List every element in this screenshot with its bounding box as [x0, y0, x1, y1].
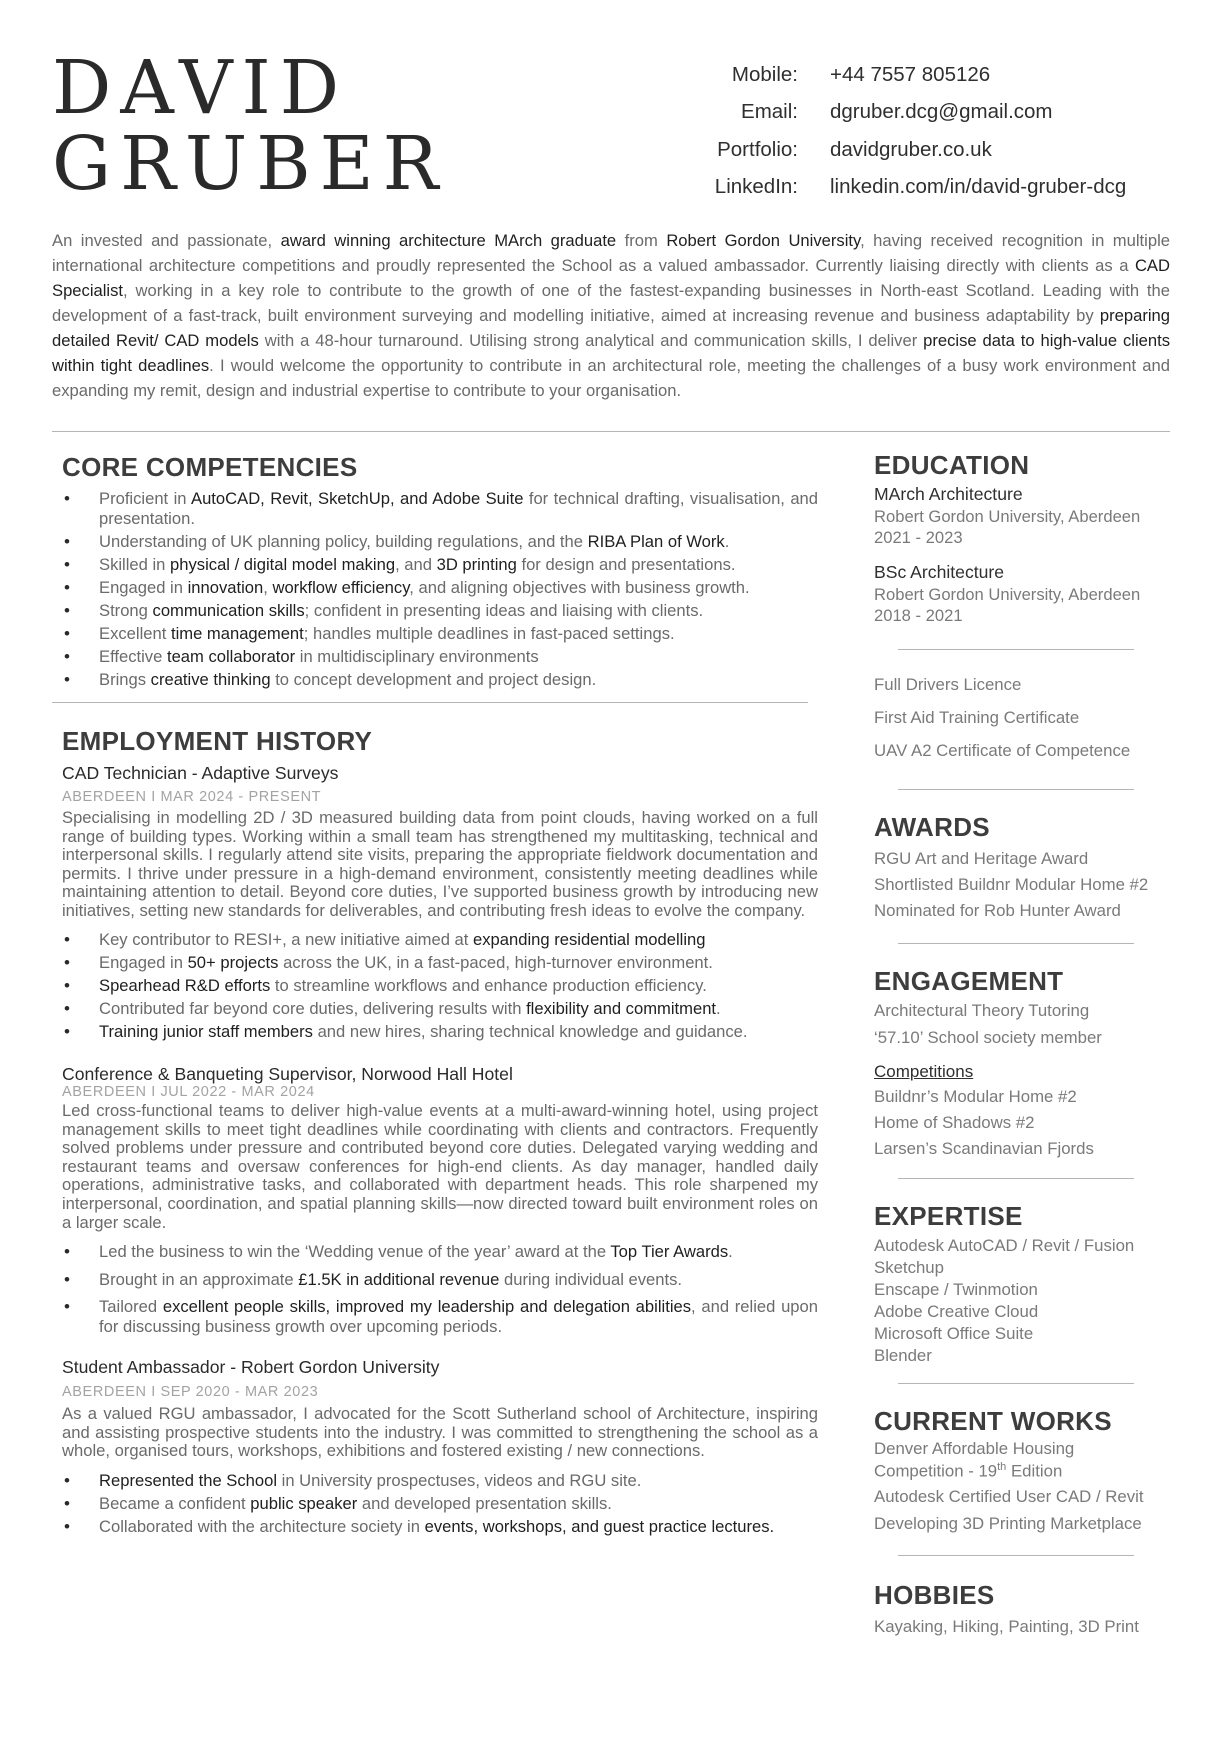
certificate-item: First Aid Training Certificate [874, 708, 1080, 727]
body-text: An invested and passionate, [52, 231, 281, 250]
competition-item: Buildnr’s Modular Home #2 [874, 1087, 1077, 1106]
education-entry [874, 561, 1190, 626]
work-text: Denver Affordable Housing Competition - 19 [874, 1439, 1075, 1481]
expertise-item: Autodesk AutoCAD / Revit / Fusion [874, 1236, 1135, 1255]
profile-summary [52, 228, 1170, 403]
certificate-item: UAV A2 Certificate of Competence [874, 741, 1131, 760]
job-bullets [62, 1471, 818, 1537]
competitions-list [874, 1084, 1190, 1162]
phone-number[interactable]: +44 7557 805126 [830, 62, 991, 86]
certificate-item: Full Drivers Licence [874, 675, 1022, 694]
highlight-text: Robert Gordon University [666, 231, 861, 250]
award-item: Nominated for Rob Hunter Award [874, 901, 1121, 920]
engagement-list [874, 997, 1190, 1051]
degree-title: MArch Architecture [874, 484, 1023, 504]
contact-label: Portfolio: [717, 137, 798, 161]
body-text: . [728, 1242, 733, 1262]
body-text: , and [395, 554, 437, 574]
linkedin-link[interactable]: linkedin.com/in/david-gruber-dcg [830, 175, 1127, 199]
job-bullets [62, 930, 818, 1042]
body-text: Brought in an approximate [99, 1269, 299, 1289]
list-item [62, 489, 818, 528]
highlight-text: creative thinking [150, 669, 271, 689]
job-description: Specialising in modelling 2D / 3D measured building data from point clouds, having worked on a full range of building types. Working within a small team has strengthened my multitasking, technical and interpersonal skills. I regularly attend site visits, preparing the appropriate fieldwork documentation and permits. I thrive under pressure in a high-demand environment, consistently meeting deadlines while maintaining attention to detail. Beyond core duties, I’ve supported business growth by introducing new initiatives, setting new standards for deliverables, and contributing fresh ideas to evolve the company. [62, 808, 818, 920]
section-title-expertise: EXPERTISE [874, 1201, 1023, 1231]
divider [898, 1383, 1134, 1384]
list-item [62, 555, 818, 575]
list-item [62, 1494, 818, 1514]
superscript: th [997, 1461, 1007, 1473]
body-text: and new hires, sharing technical knowledge and guidance. [312, 1021, 748, 1041]
body-text: , working in a key role to contribute to the growth of one of the fastest-expanding businesses in North-east Scotland. Leading with the development of a fast-track, built environment surveying and modelling initiative, aimed at increasing revenue and business adaptability by [52, 281, 1170, 325]
section-title-current-works: CURRENT WORKS [874, 1406, 1112, 1436]
job-title: Conference & Banqueting Supervisor, Norwood Hall Hotel [62, 1064, 513, 1085]
body-text: Understanding of UK planning policy, building regulations, and the [99, 531, 588, 551]
list-item [62, 578, 818, 598]
body-text: Effective [99, 646, 167, 666]
contact-label: LinkedIn: [714, 175, 798, 199]
section-title-employment-history: EMPLOYMENT HISTORY [62, 726, 373, 756]
body-text: Proficient in [99, 489, 192, 508]
hobbies-text: Kayaking, Hiking, Painting, 3D Print [874, 1616, 1139, 1636]
divider [898, 649, 1134, 650]
highlight-text: public speaker [250, 1494, 358, 1513]
divider [898, 1555, 1134, 1556]
highlight-text: Training junior staff members [99, 1021, 313, 1041]
divider [898, 789, 1134, 790]
job-entry [62, 1063, 818, 1336]
job-meta: ABERDEEN I JUL 2022 - MAR 2024 [62, 1084, 315, 1101]
highlight-text: preparing detailed Revit/ CAD models [52, 306, 1170, 350]
current-work-item: Autodesk Certified User CAD / Revit [874, 1486, 1144, 1506]
list-item [62, 601, 818, 621]
section-title-core-competencies: CORE COMPETENCIES [62, 452, 358, 482]
expertise-item: Blender [874, 1346, 932, 1365]
list-item [62, 953, 818, 973]
competition-item: Home of Shadows #2 [874, 1113, 1035, 1132]
body-text: Contributed far beyond core duties, delivering results with [99, 998, 527, 1018]
highlight-text: time management [170, 623, 304, 643]
degree-title: BSc Architecture [874, 562, 1005, 582]
email-link[interactable]: dgruber.dcg@gmail.com [830, 100, 1053, 124]
body-text: , and relied upon for discussing business growth over upcoming periods. [99, 1297, 818, 1336]
expertise-item: Enscape / Twinmotion [874, 1280, 1038, 1299]
body-text: . [716, 998, 721, 1018]
body-text: Skilled in [99, 554, 171, 574]
highlight-text: Represented the School [99, 1471, 278, 1490]
body-text: Became a confident [99, 1494, 251, 1513]
highlight-text: award winning architecture MArch graduate [280, 231, 617, 250]
portfolio-link[interactable]: davidgruber.co.uk [830, 137, 992, 161]
body-text: and developed presentation skills. [357, 1494, 612, 1513]
body-text: Engaged in [99, 952, 188, 972]
last-name: GRUBER [52, 121, 448, 207]
candidate-name [52, 45, 448, 207]
list-item [62, 1517, 818, 1537]
engagement-item: Architectural Theory Tutoring [874, 1001, 1090, 1020]
engagement-item: ‘57.10’ School society member [874, 1028, 1102, 1047]
body-text: , [263, 577, 273, 597]
divider [898, 1178, 1134, 1179]
body-text: ; confident in presenting ideas and liaising with clients. [304, 600, 704, 620]
expertise-item: Adobe Creative Cloud [874, 1302, 1039, 1321]
highlight-text: RIBA Plan of Work [587, 531, 725, 551]
body-text: to concept development and project design. [270, 669, 597, 689]
job-meta: ABERDEEN I SEP 2020 - MAR 2023 [62, 1384, 319, 1401]
job-entry [62, 1356, 818, 1536]
list-item [62, 532, 818, 552]
body-text: , having received recognition in multiple international architecture competitions and proudly represented the School as a valued ambassador. Currently liaising directly with clients as a [52, 231, 1170, 275]
divider [898, 943, 1134, 944]
contact-row-linkedin [640, 169, 1200, 207]
highlight-text: team collaborator [166, 646, 296, 666]
job-bullets [62, 1242, 818, 1336]
expertise-item: Sketchup [874, 1258, 944, 1277]
highlight-text: events, workshops, and guest practice lectures. [424, 1517, 775, 1536]
body-text: Brings [99, 669, 151, 689]
body-text: in multidisciplinary environments [295, 646, 539, 666]
body-text: with a 48-hour turnaround. Utilising strong analytical and communication skills, I deliver [258, 331, 924, 350]
list-item [62, 624, 818, 644]
highlight-text: 3D printing [436, 554, 517, 574]
current-work-item: Developing 3D Printing Marketplace [874, 1513, 1142, 1533]
body-text: in University prospectuses, videos and RGU site. [277, 1471, 642, 1490]
current-work-item [874, 1439, 1114, 1481]
body-text: Tailored [99, 1297, 163, 1317]
list-item [62, 1297, 818, 1336]
body-text: Strong [99, 600, 153, 620]
list-item [62, 1471, 818, 1491]
contact-row-email [640, 94, 1200, 132]
highlight-text: flexibility and commitment [526, 998, 717, 1018]
highlight-text: Spearhead R&D efforts [99, 975, 271, 995]
body-text: for design and presentations. [516, 554, 736, 574]
contact-label: Mobile: [731, 62, 798, 86]
award-item: Shortlisted Buildnr Modular Home #2 [874, 875, 1149, 894]
job-description: As a valued RGU ambassador, I advocated for the Scott Sutherland school of Architecture, inspiring and assisting prospective students into the industry. I was committed to strengthening the school as a whole, organised tours, workshops, exhibitions and fostered existing / new connections. [62, 1404, 818, 1461]
highlight-text: excellent people skills, improved my leadership and delegation abilities [162, 1297, 692, 1317]
job-title: CAD Technician - Adaptive Surveys [62, 763, 339, 783]
first-name: DAVID [52, 45, 349, 131]
section-title-hobbies: HOBBIES [874, 1579, 995, 1610]
contact-row-mobile [640, 56, 1200, 94]
highlight-text: £1.5K in additional revenue [298, 1269, 500, 1289]
contact-row-portfolio [640, 131, 1200, 169]
competency-list [62, 489, 818, 689]
study-years: 2018 - 2021 [874, 606, 963, 625]
competition-item: Larsen’s Scandinavian Fjords [874, 1139, 1094, 1158]
body-text: . I would welcome the opportunity to contribute in an architectural role, meeting the challenges of a busy work environment and expanding my remit, design and industrial expertise to contribute to your organisation. [52, 356, 1170, 400]
contact-label: Email: [741, 100, 798, 124]
current-works-list [874, 1439, 1190, 1537]
body-text: ; handles multiple deadlines in fast-paced settings. [303, 623, 675, 643]
job-title: Student Ambassador - Robert Gordon University [62, 1357, 440, 1378]
body-text: for technical drafting, visualisation, and presentation. [99, 489, 819, 528]
body-text: , and aligning objectives with business growth. [409, 577, 750, 597]
list-item [62, 976, 818, 996]
award-item: RGU Art and Heritage Award [874, 849, 1089, 868]
sidebar [874, 448, 1190, 1639]
body-text: across the UK, in a fast-paced, high-turnover environment. [278, 952, 713, 972]
highlight-text: precise data to high-value clients within tight deadlines [52, 331, 1171, 375]
highlight-text: AutoCAD, Revit, SketchUp, and Adobe Suite [191, 489, 524, 508]
competitions-heading: Competitions [874, 1062, 974, 1081]
highlight-text: physical / digital model making [170, 554, 396, 574]
body-text: to streamline workflows and enhance production efficiency. [270, 975, 707, 995]
body-text: from [616, 231, 667, 250]
body-text: during individual events. [499, 1269, 683, 1289]
certificate-list [874, 668, 1190, 767]
list-item [62, 999, 818, 1019]
list-item [62, 1022, 818, 1042]
body-text: Led the business to win the ‘Wedding venue of the year’ award at the [99, 1242, 611, 1262]
job-meta: ABERDEEN I MAR 2024 - PRESENT [62, 789, 322, 805]
body-text: Excellent [99, 623, 171, 643]
school-name: Robert Gordon University, Aberdeen [874, 507, 1141, 526]
body-text: Key contributor to RESI+, a new initiative aimed at [99, 929, 474, 949]
main-column [62, 450, 818, 1540]
job-entry [62, 762, 818, 1041]
body-text: . [724, 531, 730, 551]
job-description: Led cross-functional teams to deliver high-value events at a multi-award-winning hotel, using project management skills to meet tight deadlines while coordinating with clients and contractors. Frequently solved problems under pressure and contributed beyond core duties. Delegated varying wedding and restaurant teams and oversaw conferences for high-end clients. As day manager, handled daily operations, administrative tasks, and collaborated with department heads. This role sharpened my interpersonal, coordination, and spatial planning skills—now directed toward built environment roles on a larger scale. [62, 1101, 818, 1232]
awards-list [874, 846, 1190, 924]
highlight-text: expanding residential modelling [473, 929, 706, 949]
highlight-text: workflow efficiency [272, 577, 410, 597]
contact-block [640, 56, 1200, 206]
list-item [62, 1270, 818, 1290]
section-title-awards: AWARDS [874, 812, 990, 842]
expertise-item: Microsoft Office Suite [874, 1324, 1034, 1343]
education-entry [874, 483, 1190, 548]
body-text: Engaged in [99, 577, 188, 597]
section-title-education: EDUCATION [874, 450, 1030, 480]
highlight-text: Top Tier Awards [610, 1242, 729, 1262]
list-item [62, 930, 818, 950]
highlight-text: CAD Specialist [52, 256, 1170, 300]
list-item [62, 1242, 818, 1262]
divider [52, 431, 1170, 432]
highlight-text: innovation [187, 577, 264, 597]
list-item [62, 647, 818, 667]
highlight-text: 50+ projects [187, 952, 279, 972]
school-name: Robert Gordon University, Aberdeen [874, 585, 1141, 604]
expertise-list [874, 1235, 1190, 1367]
work-text-tail: Edition [1006, 1461, 1063, 1481]
highlight-text: communication skills [152, 600, 305, 620]
section-title-engagement: ENGAGEMENT [874, 966, 1064, 996]
list-item [62, 670, 818, 690]
body-text: Collaborated with the architecture society in [99, 1517, 425, 1536]
divider [52, 702, 808, 703]
study-years: 2021 - 2023 [874, 528, 963, 547]
